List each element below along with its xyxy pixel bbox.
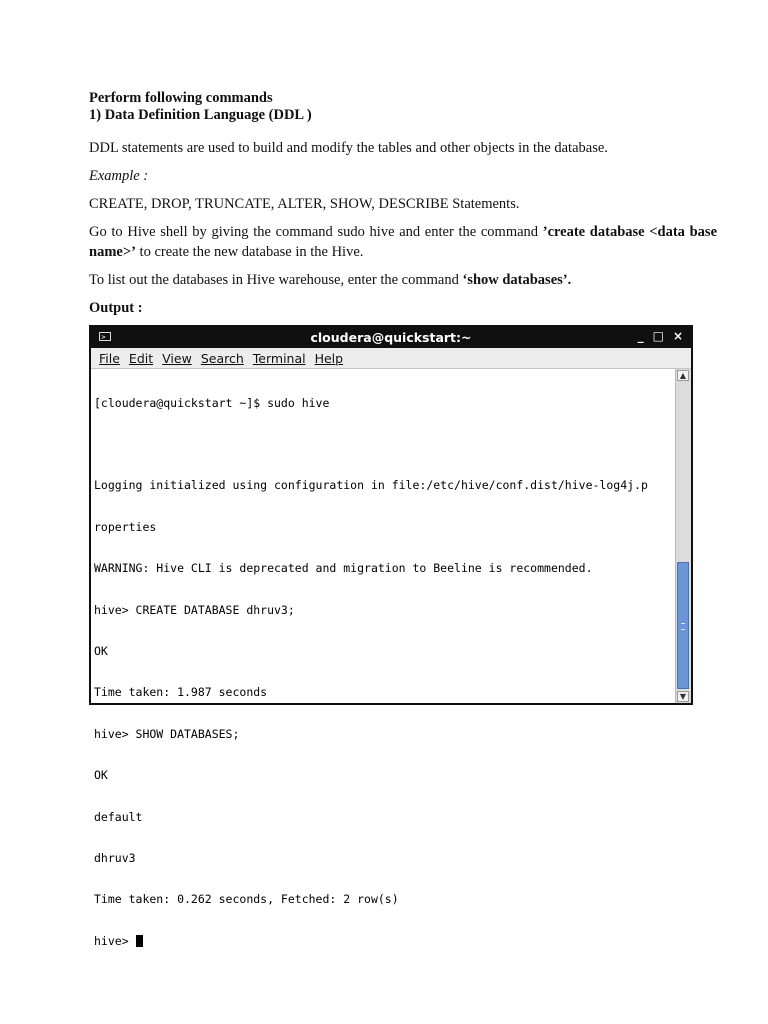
terminal-icon: >_ xyxy=(100,334,110,341)
terminal-line: OK xyxy=(94,768,108,783)
menu-help[interactable]: Help xyxy=(314,350,344,366)
terminal-line: hive> CREATE DATABASE dhruv3; xyxy=(94,602,295,617)
menu-search[interactable]: Search xyxy=(200,350,244,366)
terminal-line: Logging initialized using configuration in file:/etc/hive/conf.dist/hive-log4j.p xyxy=(94,478,648,493)
menu-edit[interactable]: Edit xyxy=(128,350,154,366)
title-bar[interactable] xyxy=(91,327,691,348)
scroll-up-arrow-icon[interactable]: ▲ xyxy=(677,370,689,381)
terminal-line: hive> SHOW DATABASES; xyxy=(94,726,240,741)
heading-ddl: 1) Data Definition Language (DDL ) xyxy=(89,107,312,123)
terminal-line: OK xyxy=(94,643,108,658)
terminal-line: roperties xyxy=(94,519,157,534)
instructions-text: Go to Hive shell by giving the command sudo hive and enter the command xyxy=(89,224,543,240)
menu-file[interactable]: File xyxy=(99,350,120,366)
terminal-line: Time taken: 0.262 seconds, Fetched: 2 row(s) xyxy=(94,892,399,907)
vertical-scrollbar[interactable] xyxy=(675,369,691,703)
terminal-line: default xyxy=(94,809,143,824)
text-cursor xyxy=(136,935,143,947)
statements-list: CREATE, DROP, TRUNCATE, ALTER, SHOW, DESCRIBE Statements. xyxy=(89,196,520,212)
heading-commands: Perform following commands xyxy=(89,90,273,106)
list-databases-instructions xyxy=(89,270,717,290)
terminal-line: WARNING: Hive CLI is deprecated and migration to Beeline is recommended. xyxy=(94,561,593,576)
scrollbar-thumb[interactable] xyxy=(677,562,689,689)
window-title: cloudera@quickstart:~ xyxy=(310,330,472,345)
terminal-line: Time taken: 1.987 seconds xyxy=(94,685,268,700)
terminal-line xyxy=(94,438,675,452)
terminal-line: dhruv3 xyxy=(94,850,136,865)
hive-shell-instructions xyxy=(89,222,717,262)
maximize-button[interactable]: □ xyxy=(652,329,664,343)
instructions-text-end: to create the new database in the Hive. xyxy=(135,244,364,260)
show-databases-command: ‘show databases’. xyxy=(462,272,572,288)
create-database-command: ’create database <data base name>’ xyxy=(89,224,717,260)
example-label: Example : xyxy=(89,168,149,184)
terminal-output[interactable] xyxy=(91,369,675,948)
grip-icon xyxy=(681,623,685,630)
hive-prompt: hive> xyxy=(94,933,136,948)
window-controls xyxy=(638,329,683,343)
ddl-description: DDL statements are used to build and modify the tables and other objects in the database. xyxy=(89,140,608,156)
terminal-line: [cloudera@quickstart ~]$ sudo hive xyxy=(94,395,330,410)
document-body xyxy=(89,90,717,318)
close-button[interactable]: × xyxy=(672,329,683,343)
scroll-down-arrow-icon[interactable]: ▼ xyxy=(677,691,689,702)
terminal-window xyxy=(89,325,693,948)
menu-view[interactable]: View xyxy=(162,350,192,366)
prompt-line[interactable] xyxy=(94,935,675,949)
list-text: To list out the databases in Hive warehouse, enter the command xyxy=(89,272,463,288)
output-label: Output : xyxy=(89,300,143,316)
menu-terminal[interactable]: Terminal xyxy=(252,350,306,366)
minimize-button[interactable]: _ xyxy=(637,329,644,343)
menu-bar xyxy=(91,348,691,369)
